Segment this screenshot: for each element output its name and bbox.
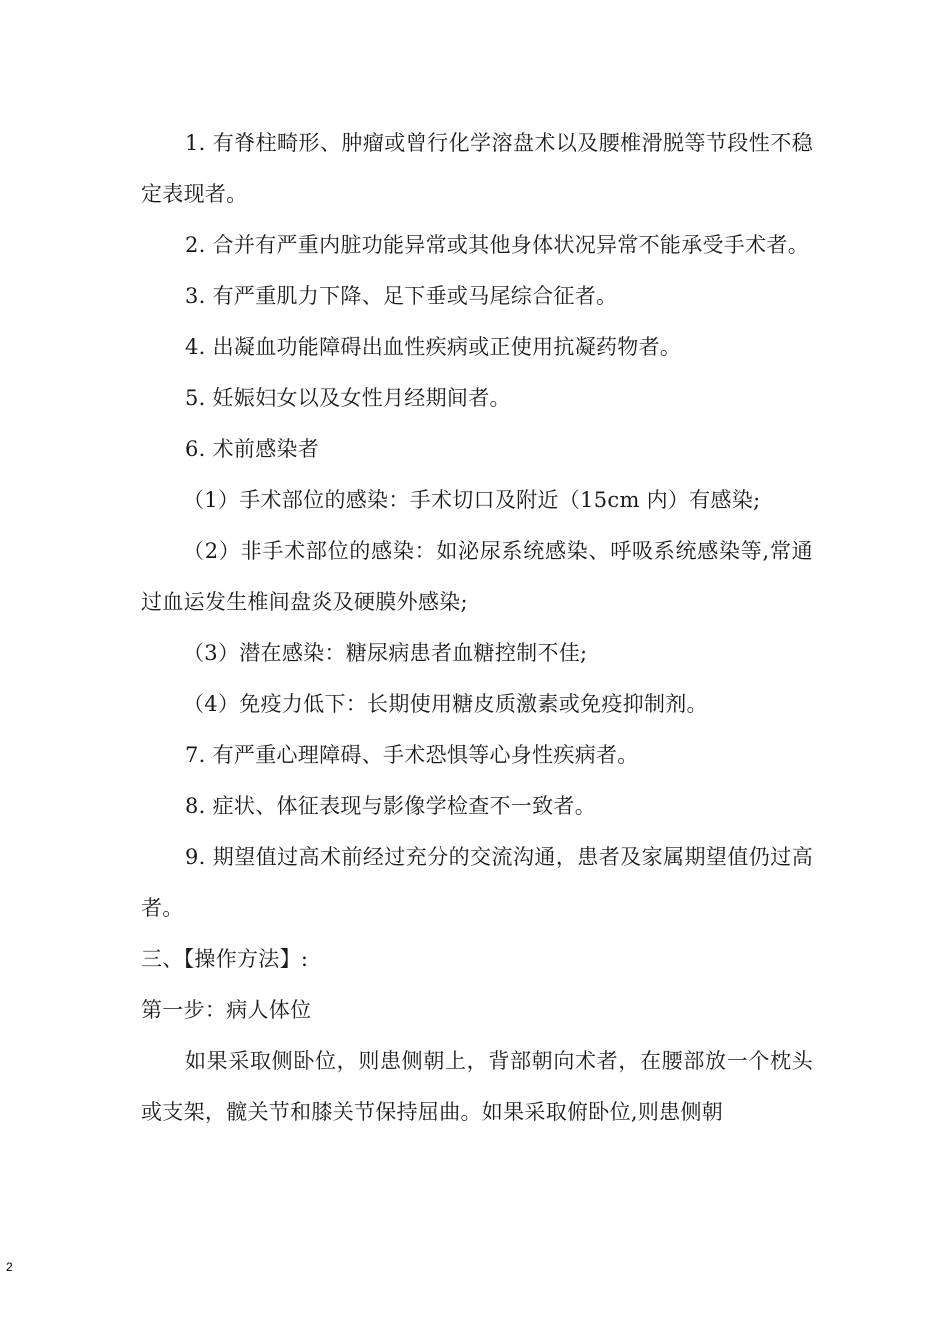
paragraph-contraindication-4: 4. 出凝血功能障碍出血性疾病或正使用抗凝药物者。 — [185, 335, 682, 359]
paragraph-contraindication-5: 5. 妊娠妇女以及女性月经期间者。 — [185, 386, 511, 410]
paragraph-contraindication-8: 8. 症状、体征表现与影像学检查不一致者。 — [185, 794, 597, 818]
section-heading-operation-method: 三、【操作方法】: — [141, 947, 309, 971]
paragraph-patient-position: 如果采取侧卧位，则患侧朝上，背部朝向术者，在腰部放一个枕头或支架，髋关节和膝关节保持屈曲。如果采取俯卧位,则患侧朝 — [141, 1049, 813, 1124]
page-number: 2 — [6, 1260, 13, 1274]
paragraph-contraindication-9: 9. 期望值过高术前经过充分的交流沟通，患者及家属期望值仍过高者。 — [141, 845, 813, 920]
paragraph-contraindication-6: 6. 术前感染者 — [185, 437, 320, 461]
paragraph-infection-3: （3）潜在感染：糖尿病患者血糖控制不佳; — [183, 641, 588, 665]
paragraph-contraindication-3: 3. 有严重肌力下降、足下垂或马尾综合征者。 — [185, 284, 618, 308]
paragraph-contraindication-7: 7. 有严重心理障碍、手术恐惧等心身性疾病者。 — [185, 743, 639, 767]
paragraph-infection-2: （2）非手术部位的感染：如泌尿系统感染、呼吸系统感染等,常通过血运发生椎间盘炎及硬膜外感染; — [141, 539, 813, 614]
paragraph-infection-4: （4）免疫力低下：长期使用糖皮质激素或免疫抑制剂。 — [183, 692, 708, 716]
paragraph-contraindication-1: 1. 有脊柱畸形、肿瘤或曾行化学溶盘术以及腰椎滑脱等节段性不稳定表现者。 — [141, 131, 813, 206]
paragraph-infection-1: （1）手术部位的感染：手术切口及附近（15cm 内）有感染; — [183, 488, 761, 512]
page-content — [141, 118, 813, 1138]
paragraph-contraindication-2: 2. 合并有严重内脏功能异常或其他身体状况异常不能承受手术者。 — [185, 233, 810, 257]
step-heading-patient-position: 第一步：病人体位 — [141, 998, 312, 1022]
